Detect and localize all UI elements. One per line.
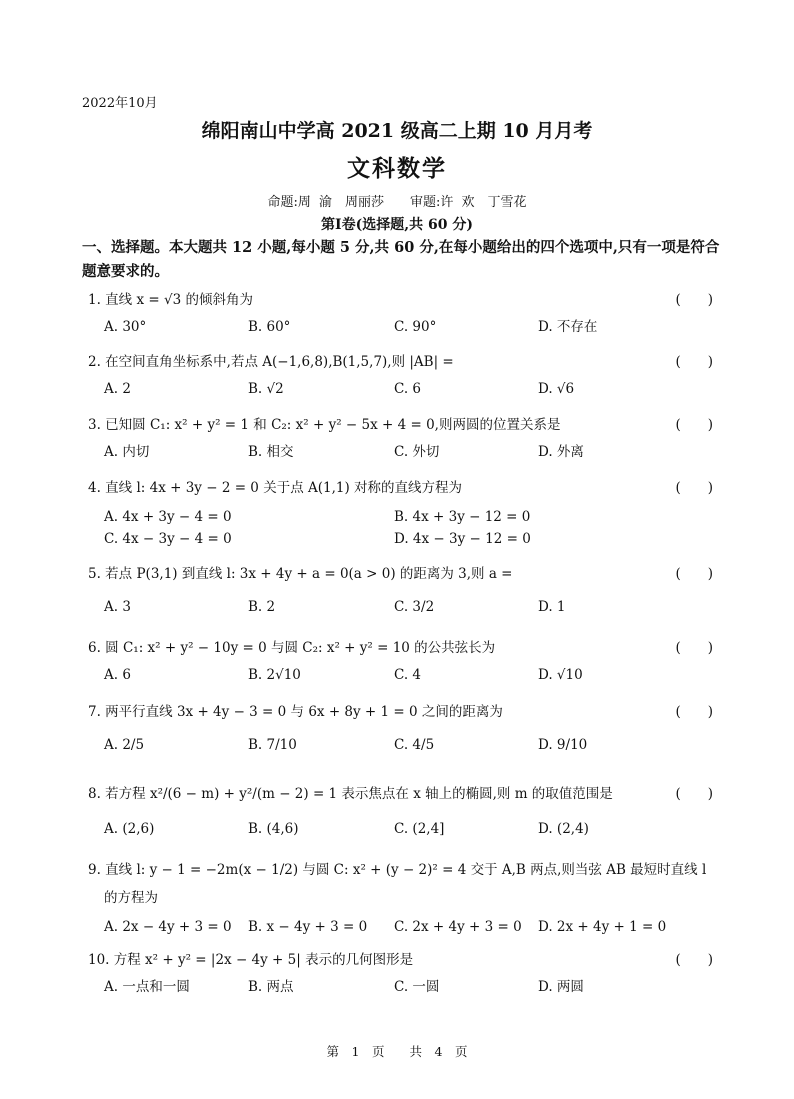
question-stem: 7. 两平行直线 3x + 4y − 3 = 0 与 6x + 8y + 1 = 0 之间的距离为 <box>88 704 503 720</box>
option-a: A. 3 <box>104 599 131 615</box>
option-b: B. 60° <box>248 319 291 335</box>
question-6 <box>88 638 713 686</box>
question-4 <box>88 478 713 550</box>
option-a: A. 2/5 <box>104 737 145 753</box>
question-stem: 2. 在空间直角坐标系中,若点 A(−1,6,8),B(1,5,7),则 |AB| = <box>88 354 454 370</box>
question-stem: 6. 圆 C₁: x² + y² − 10y = 0 与圆 C₂: x² + y² = 10 的公共弦长为 <box>88 640 496 656</box>
question-stem: 3. 已知圆 C₁: x² + y² = 1 和 C₂: x² + y² − 5x + 4 = 0,则两圆的位置关系是 <box>88 417 561 433</box>
option-c: C. 4x − 3y − 4 = 0 <box>104 531 232 547</box>
option-c: C. 4/5 <box>394 737 435 753</box>
question-stem: 8. 若方程 x²/(6 − m) + y²/(m − 2) = 1 表示焦点在 x 轴上的椭圆,则 m 的取值范围是 <box>88 786 613 802</box>
option-b: B. 2 <box>248 599 276 615</box>
answer-bracket: ( ) <box>675 640 713 656</box>
option-c: C. 6 <box>394 381 422 397</box>
answer-bracket: ( ) <box>675 786 713 802</box>
question-9 <box>88 860 713 938</box>
option-c: C. 4 <box>394 667 422 683</box>
option-d: D. 不存在 <box>538 319 598 335</box>
option-d: D. 两圆 <box>538 979 584 995</box>
option-d: D. 外离 <box>538 444 584 460</box>
exam-title: 绵阳南山中学高 2021 级高二上期 10 月月考 <box>201 120 593 142</box>
answer-bracket: ( ) <box>675 354 713 370</box>
question-7 <box>88 702 713 756</box>
option-a: A. 2x − 4y + 3 = 0 <box>104 919 232 935</box>
option-d: D. 1 <box>538 599 566 615</box>
section-heading: 第Ⅰ卷(选择题,共 60 分) <box>321 217 473 233</box>
option-b: B. 2√10 <box>248 667 301 683</box>
option-d: D. √10 <box>538 667 583 683</box>
option-a: A. 6 <box>104 667 131 683</box>
option-c: C. 2x + 4y + 3 = 0 <box>394 919 522 935</box>
option-c: C. 90° <box>394 319 437 335</box>
option-d: D. (2,4) <box>538 821 589 837</box>
option-b: B. 4x + 3y − 12 = 0 <box>394 509 531 525</box>
exam-subject: 文科数学 <box>347 155 447 182</box>
option-d: D. 2x + 4y + 1 = 0 <box>538 919 667 935</box>
option-a: A. 4x + 3y − 4 = 0 <box>104 509 232 525</box>
option-b: B. 相交 <box>248 444 294 460</box>
question-8 <box>88 784 713 840</box>
question-3 <box>88 415 713 463</box>
question-10 <box>88 950 713 998</box>
question-stem: 9. 直线 l: y − 1 = −2m(x − 1/2) 与圆 C: x² + (y − 2)² = 4 交于 A,B 两点,则当弦 AB 最短时直线 l <box>88 862 707 878</box>
answer-bracket: ( ) <box>675 566 713 582</box>
option-b: B. 7/10 <box>248 737 297 753</box>
option-a: A. 内切 <box>104 444 150 460</box>
page-footer: 第 1 页 共 4 页 <box>326 1044 468 1059</box>
option-c: C. 外切 <box>394 444 440 460</box>
option-b: B. x − 4y + 3 = 0 <box>248 919 368 935</box>
question-5 <box>88 564 713 618</box>
option-d: D. 9/10 <box>538 737 588 753</box>
option-a: A. 2 <box>104 381 131 397</box>
exam-date: 2022年10月 <box>82 96 158 111</box>
option-c: C. 一圆 <box>394 979 440 995</box>
question-stem: 5. 若点 P(3,1) 到直线 l: 3x + 4y + a = 0(a > 0) 的距离为 3,则 a = <box>88 566 513 582</box>
option-b: B. √2 <box>248 381 284 397</box>
question-2 <box>88 352 713 400</box>
question-stem-continued: 的方程为 <box>104 890 158 906</box>
exam-authors: 命题:周 渝 周丽莎 审题:许 欢 丁雪花 <box>267 195 527 210</box>
option-b: B. 两点 <box>248 979 294 995</box>
answer-bracket: ( ) <box>675 480 713 496</box>
option-d: D. √6 <box>538 381 575 397</box>
question-1 <box>88 290 713 338</box>
option-a: A. 一点和一圆 <box>104 979 190 995</box>
answer-bracket: ( ) <box>675 952 713 968</box>
question-stem: 4. 直线 l: 4x + 3y − 2 = 0 关于点 A(1,1) 对称的直线方程为 <box>88 480 463 496</box>
option-b: B. (4,6) <box>248 821 299 837</box>
answer-bracket: ( ) <box>675 417 713 433</box>
question-stem: 10. 方程 x² + y² = |2x − 4y + 5| 表示的几何图形是 <box>88 952 414 968</box>
option-a: A. 30° <box>104 319 147 335</box>
option-c: C. (2,4] <box>394 821 445 837</box>
option-a: A. (2,6) <box>104 821 155 837</box>
option-d: D. 4x − 3y − 12 = 0 <box>394 531 531 547</box>
answer-bracket: ( ) <box>675 292 713 308</box>
question-stem: 1. 直线 x = √3 的倾斜角为 <box>88 292 253 308</box>
answer-bracket: ( ) <box>675 704 713 720</box>
option-c: C. 3/2 <box>394 599 435 615</box>
section-instructions: 一、选择题。本大题共 12 小题,每小题 5 分,共 60 分,在每小题给出的四个选项中,只有一项是符合题意要求的。 <box>82 239 720 280</box>
